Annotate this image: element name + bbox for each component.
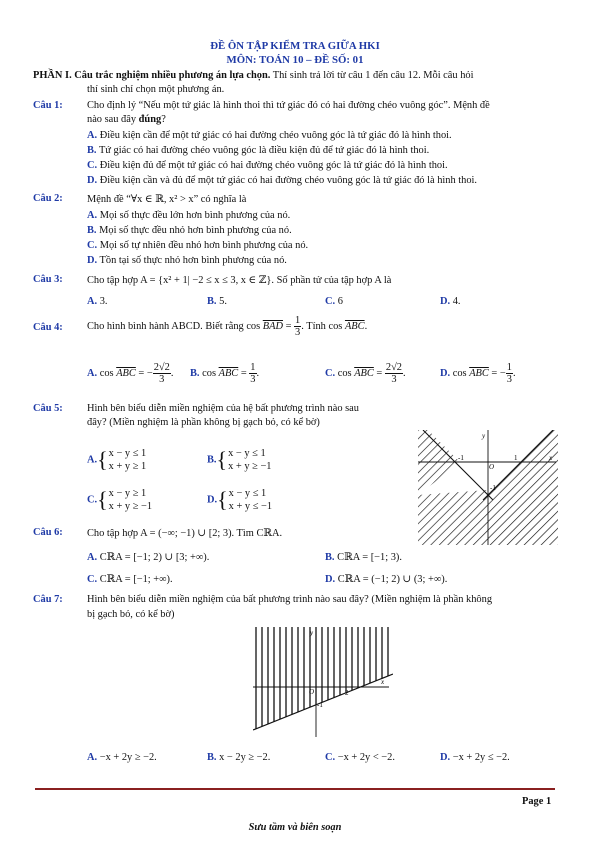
q1-d-text: Điều kiện cần và đủ để một tứ giác có hai đường chéo vuông góc là tứ giác đó là hình thoi. bbox=[99, 175, 478, 186]
q4-d-pre: cos bbox=[452, 367, 467, 379]
q4-b-arc: $\overline{ABC}$ bbox=[218, 367, 239, 379]
q1-option-d[interactable] bbox=[87, 175, 477, 186]
q1-text-2c: ? bbox=[161, 114, 166, 125]
q2-text: Mệnh đề “∀x ∈ ℝ, x² > x” có nghĩa là bbox=[87, 194, 247, 205]
q4-text-a: Cho hình bình hành ABCD. Biết rằng cos bbox=[87, 320, 261, 332]
q5-c-system bbox=[109, 487, 152, 513]
q4-b-eq: = bbox=[238, 367, 250, 379]
q3-option-a[interactable] bbox=[87, 296, 108, 307]
q5-a-ineq1: x − y ≤ 1 bbox=[108, 448, 147, 459]
q5-d-label: D. bbox=[207, 494, 218, 506]
q4-d-num: 1 bbox=[506, 362, 512, 373]
q2-option-a[interactable] bbox=[87, 210, 290, 221]
q4-c-arc: $\overline{ABC}$ bbox=[354, 367, 374, 379]
q1-b-text: Tứ giác có hai đường chéo vuông góc là điều kiện đủ để tứ giác đó là hình thoi. bbox=[98, 145, 430, 156]
q6-option-c[interactable] bbox=[87, 573, 173, 585]
q5-tick-y: -1 bbox=[490, 484, 496, 492]
q2-a-text: Mọi số thực đều lớn hơn bình phương của nó. bbox=[99, 210, 291, 221]
q2-option-c[interactable] bbox=[87, 240, 308, 251]
part1-instruction-2: thí sinh chỉ chọn một phương án. bbox=[87, 84, 225, 95]
q4-text-c: . Tính cos bbox=[301, 320, 343, 332]
q4-text-d: . bbox=[364, 320, 368, 332]
q3-label: Câu 3: bbox=[33, 274, 63, 285]
part1-instruction-1: Thí sinh trả lời từ câu 1 đến câu 12. Mỗi câu hỏi bbox=[272, 70, 474, 81]
q5-d-brace: { bbox=[217, 487, 228, 512]
q4-option-d[interactable]: D. $\cos \overline{ABC}$ = − $\frac{1}{3}$ . bbox=[440, 362, 516, 385]
q2-c-text: Mọi số tự nhiên đều nhỏ hơn bình phương của nó. bbox=[99, 240, 309, 251]
q1-text-2a: nào sau đây bbox=[87, 114, 139, 125]
q7-text-1: Hình bên biểu diễn miền nghiệm của bất phương trình nào sau đây? (Miền nghiệm là phần không bbox=[87, 594, 493, 605]
q7-tick-x: 2 bbox=[345, 689, 349, 697]
q4-a-num: 2√2 bbox=[153, 362, 170, 373]
q7-label: Câu 7: bbox=[33, 594, 63, 605]
q6-b-label: B. bbox=[325, 552, 335, 563]
q1-a-text: Điều kiện cần để một tứ giác có hai đường chéo vuông góc là tứ giác đó là hình thoi. bbox=[99, 130, 452, 141]
q3-option-c[interactable] bbox=[325, 296, 343, 307]
q5-b-ineq2: x + y ≥ −1 bbox=[228, 461, 272, 472]
q5-c-ineq1: x − y ≥ 1 bbox=[108, 488, 147, 499]
q2-label: Câu 2: bbox=[33, 193, 63, 204]
q7-a-text: −x + 2y ≥ −2. bbox=[99, 752, 157, 763]
q6-text: Cho tập hợp A = (−∞; −1) ∪ [2; 3). Tìm CℝA. bbox=[87, 528, 283, 539]
q3-option-b[interactable] bbox=[207, 296, 227, 307]
q4-frac-num: 1 bbox=[295, 315, 301, 326]
q3-d-text: 4. bbox=[452, 296, 461, 307]
q4-a-arc: $\overline{ABC}$ bbox=[116, 367, 136, 379]
q4-a-frac bbox=[153, 362, 171, 385]
q2-c-label: C. bbox=[87, 240, 98, 251]
q2-d-text: Tồn tại số thực nhỏ hơn bình phương của nó. bbox=[99, 255, 287, 266]
q1-option-a[interactable] bbox=[87, 130, 452, 141]
q7-option-b[interactable] bbox=[207, 752, 270, 763]
q1-option-b[interactable] bbox=[87, 145, 429, 156]
q6-option-d[interactable] bbox=[325, 573, 447, 585]
q4-option-c[interactable]: C. $\cos \overline{ABC}$ = $\frac{2√2}{3}$ . bbox=[325, 362, 406, 385]
q1-text-2b: đúng bbox=[138, 114, 162, 125]
q3-c-label: C. bbox=[325, 296, 336, 307]
q3-option-d[interactable] bbox=[440, 296, 461, 307]
q6-label: Câu 6: bbox=[33, 527, 63, 538]
q4-b-den: 3 bbox=[250, 374, 256, 385]
q6-a-label: A. bbox=[87, 552, 98, 563]
q6-d-label: D. bbox=[325, 574, 336, 585]
q5-a-label: A. bbox=[87, 454, 98, 466]
q1-a-label: A. bbox=[87, 130, 98, 141]
q1-d-label: D. bbox=[87, 175, 98, 186]
q3-b-text: 5. bbox=[219, 296, 227, 307]
q6-d-text: CℝA = (−1; 2) ∪ (3; +∞). bbox=[337, 574, 448, 585]
q6-a-text: CℝA = [−1; 2) ∪ [3; +∞). bbox=[99, 552, 210, 563]
q5-d-ineq2: x + y ≤ −1 bbox=[228, 501, 273, 512]
q7-tick-y: -1 bbox=[317, 701, 323, 709]
q2-b-text: Mọi số thực đều nhỏ hơn bình phương của nó. bbox=[99, 225, 292, 236]
q4-c-frac bbox=[385, 362, 403, 385]
q7-y-label: y bbox=[310, 629, 314, 637]
q6-c-label: C. bbox=[87, 574, 98, 585]
q5-b-ineq1: x − y ≤ 1 bbox=[228, 448, 266, 459]
q1-c-label: C. bbox=[87, 160, 98, 171]
q4-c-pre: cos bbox=[337, 367, 352, 379]
q3-a-text: 3. bbox=[99, 296, 108, 307]
q7-x-label: x bbox=[381, 678, 385, 686]
q4-angle-abc: $\overline{ABC}$ bbox=[344, 320, 365, 332]
q5-graph bbox=[418, 430, 558, 545]
q2-option-d[interactable] bbox=[87, 255, 287, 266]
q7-d-label: D. bbox=[440, 752, 451, 763]
q3-d-label: D. bbox=[440, 296, 451, 307]
q5-c-brace: { bbox=[97, 487, 108, 512]
q7-d-text: −x + 2y ≤ −2. bbox=[452, 752, 510, 763]
q4-label: Câu 4: bbox=[33, 322, 63, 333]
q5-origin: O bbox=[489, 463, 495, 471]
q4-c-eq: = bbox=[373, 367, 385, 379]
q4-c-num: 2√2 bbox=[385, 362, 402, 373]
q7-graph bbox=[253, 627, 393, 737]
q4-text-b: = bbox=[282, 320, 295, 332]
doc-subtitle: MÔN: TOÁN 10 – ĐỀ SỐ: 01 bbox=[226, 54, 364, 66]
q4-d-arc: $\overline{ABC}$ bbox=[469, 367, 489, 379]
doc-title: ĐỀ ÔN TẬP KIỂM TRA GIỮA HKI bbox=[210, 40, 380, 52]
q1-text-1: Cho định lý “Nếu một tứ giác là hình thoi thì tứ giác đó có hai đường chéo vuông góc”. Mệnh đề bbox=[87, 100, 490, 111]
q5-c-ineq2: x + y ≥ −1 bbox=[108, 501, 153, 512]
q2-d-label: D. bbox=[87, 255, 98, 266]
q5-b-system bbox=[228, 447, 271, 473]
q7-b-label: B. bbox=[207, 752, 217, 763]
q1-text-2 bbox=[87, 114, 166, 125]
q6-b-text: CℝA = [−1; 3). bbox=[337, 552, 402, 563]
q4-d-eq: = − bbox=[488, 367, 506, 379]
q4-frac-den: 3 bbox=[295, 327, 301, 338]
q7-a-label: A. bbox=[87, 752, 98, 763]
q5-option-a[interactable] bbox=[87, 447, 146, 473]
q2-a-label: A. bbox=[87, 210, 98, 221]
q4-b-num: 1 bbox=[250, 362, 256, 373]
q5-option-c[interactable] bbox=[87, 487, 152, 513]
q4-d-frac bbox=[506, 362, 513, 385]
q4-option-a[interactable]: A. $\cos \overline{ABC}$ = − $\frac{2√2}{3}$ . bbox=[87, 362, 174, 385]
q7-origin: O bbox=[309, 688, 315, 696]
q4-option-b[interactable]: B. $\cos \overline{ABC}$ = $\frac{1}{3}$ . bbox=[190, 362, 260, 385]
q7-hatch-region bbox=[253, 627, 393, 730]
q4-d-label: D. bbox=[440, 367, 451, 379]
q5-option-d[interactable] bbox=[207, 487, 272, 513]
q3-text: Cho tập hợp A = {x² + 1| −2 ≤ x ≤ 3, x ∈ ℤ}. Số phần tử của tập hợp A là bbox=[87, 275, 392, 286]
q5-tick-neg: -1 bbox=[458, 454, 464, 462]
q7-c-label: C. bbox=[325, 752, 336, 763]
q5-a-brace: { bbox=[97, 447, 108, 472]
q6-option-a[interactable] bbox=[87, 551, 209, 563]
q4-b-frac bbox=[249, 362, 256, 385]
q5-d-ineq1: x − y ≤ 1 bbox=[228, 488, 267, 499]
q7-text-2: bị gạch bỏ, có kể bờ) bbox=[87, 609, 175, 620]
q4-a-den: 3 bbox=[159, 374, 165, 385]
q5-hatch-region-bottom-left bbox=[418, 490, 488, 545]
q7-b-text: x − 2y ≥ −2. bbox=[219, 752, 271, 763]
q5-y-label: y bbox=[482, 432, 486, 440]
q5-text-1: Hình bên biểu diễn miền nghiệm của hệ bất phương trình nào sau bbox=[87, 403, 359, 414]
q7-option-c[interactable] bbox=[325, 752, 395, 763]
page-number: Page 1 bbox=[522, 796, 552, 807]
q4-c-label: C. bbox=[325, 367, 336, 379]
q4-b-pre: cos bbox=[202, 367, 216, 379]
q5-tick-pos: 1 bbox=[514, 454, 518, 462]
q5-a-ineq2: x + y ≥ 1 bbox=[108, 461, 147, 472]
q6-c-text: CℝA = [−1; +∞). bbox=[99, 574, 173, 585]
q3-b-label: B. bbox=[207, 296, 217, 307]
q1-option-c[interactable] bbox=[87, 160, 448, 171]
q5-a-system bbox=[109, 447, 147, 473]
q5-b-label: B. bbox=[207, 454, 217, 466]
q4-a-label: A. bbox=[87, 367, 98, 379]
q4-a-pre: cos bbox=[99, 367, 114, 379]
q2-b-label: B. bbox=[87, 225, 97, 236]
q4-a-eq: = − bbox=[135, 367, 153, 379]
q7-option-d[interactable] bbox=[440, 752, 510, 763]
q5-d-system bbox=[229, 487, 272, 513]
q7-option-a[interactable] bbox=[87, 752, 157, 763]
q5-option-b[interactable] bbox=[207, 447, 272, 473]
q5-label: Câu 5: bbox=[33, 403, 63, 414]
q5-text-2: đây? (Miền nghiệm là phần không bị gạch bỏ, có kể bờ) bbox=[87, 417, 320, 428]
q6-option-b[interactable] bbox=[325, 551, 402, 563]
q5-x-label: x bbox=[549, 454, 553, 462]
q4-c-den: 3 bbox=[391, 374, 397, 385]
q3-a-label: A. bbox=[87, 296, 98, 307]
q7-c-text: −x + 2y < −2. bbox=[337, 752, 395, 763]
q1-label: Câu 1: bbox=[33, 100, 63, 111]
footer-credit: Sưu tầm và biên soạn bbox=[248, 822, 342, 833]
part1-line1 bbox=[33, 70, 473, 81]
q4-angle-bad: $\overline{BAD}$ bbox=[262, 320, 283, 332]
q3-c-text: 6 bbox=[337, 296, 343, 307]
q4-d-den: 3 bbox=[506, 374, 512, 385]
q1-b-label: B. bbox=[87, 145, 97, 156]
footer-rule bbox=[35, 788, 555, 790]
q4-text bbox=[87, 315, 367, 338]
q1-c-text: Điều kiện đủ để một tứ giác có hai đường chéo vuông góc là tứ giác đó là hình thoi. bbox=[99, 160, 448, 171]
part1-heading: PHẦN I. Câu trắc nghiệm nhiều phương án lựa chọn. bbox=[33, 70, 271, 81]
q5-c-label: C. bbox=[87, 494, 98, 506]
q5-b-brace: { bbox=[216, 447, 228, 472]
q4-b-label: B. bbox=[190, 367, 200, 379]
q2-option-b[interactable] bbox=[87, 225, 292, 236]
